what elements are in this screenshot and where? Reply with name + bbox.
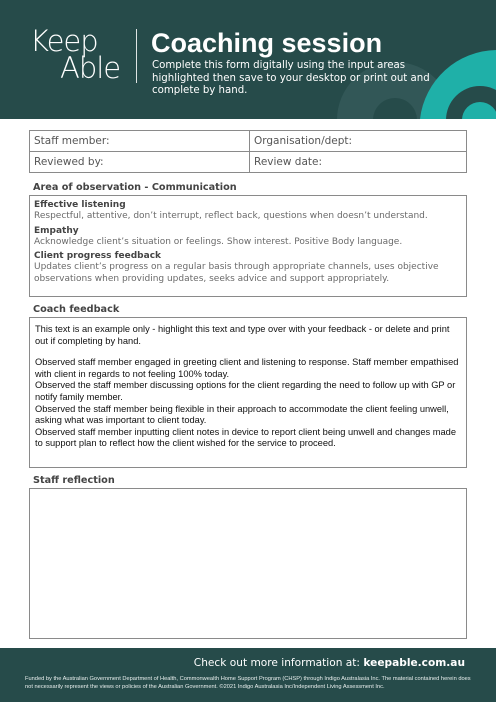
observation-heading: Effective listening xyxy=(34,200,126,210)
coach-feedback-label: Coach feedback xyxy=(33,304,120,315)
details-table xyxy=(29,130,467,173)
observation-item-listening xyxy=(34,200,462,223)
observation-text: Acknowledge client’s situation or feelings. Show interest. Positive Body language. xyxy=(34,236,403,247)
footer-banner xyxy=(0,648,496,702)
logo-text-able: Able xyxy=(60,51,121,85)
feedback-line: Observed the staff member being flexible in their approach to accommodate the client feeling unwell, asking what was important to client today. xyxy=(35,403,449,426)
footer-disclaimer: Funded by the Australian Government Department of Health, Commonwealth Home Support Program (CHSP) through Indigo Australasia Inc. The material contained herein does not necessarily represent the views or policies of the Australian Government. ©2021 Indigo Australasia Inc/Independent Living Assessment Inc. xyxy=(25,676,471,690)
header-banner xyxy=(0,0,496,119)
staff-reflection-input[interactable] xyxy=(29,488,467,639)
logo-text-keep: Keep xyxy=(30,24,98,58)
footer-cta xyxy=(194,657,465,669)
keepable-logo xyxy=(30,24,121,85)
feedback-line: Observed the staff member discussing options for the client regarding the need to follow up with GP or notify family member. xyxy=(35,380,456,402)
observation-heading: Empathy xyxy=(34,225,79,236)
observation-box xyxy=(29,195,467,297)
page-subtitle: Complete this form digitally using the input areas highlighted then save to your desktop or print out and complete by hand. xyxy=(152,60,430,96)
footer-cta-text: Check out more information at: xyxy=(193,657,361,669)
feedback-line: Observed staff member engaged in greeting client and listening to response. Staff member empathised with client in regards to not feeling 100% today. xyxy=(35,357,459,379)
reviewed-by-field[interactable]: Reviewed by: xyxy=(34,156,104,168)
observation-item-progress xyxy=(34,251,462,285)
coach-feedback-input[interactable] xyxy=(29,317,467,468)
feedback-intro: This text is an example only - highlight this text and type over with your feedback - or delete and print out if completing by hand. xyxy=(35,324,450,346)
observation-heading: Client progress feedback xyxy=(34,251,162,261)
review-date-field[interactable]: Review date: xyxy=(254,156,323,168)
observation-section-label: Area of observation - Communication xyxy=(33,182,237,193)
feedback-line: Observed staff member inputting client notes in device to report client being unwell and changes made to support plan to reflect how the client wished for the service to proceed. xyxy=(35,426,457,449)
observation-text: Updates client’s progress on a regular basis through appropriate channels, uses objective observations when providing updates, seeks advice and support appropriately. xyxy=(34,262,439,284)
header-divider xyxy=(136,29,137,83)
page-title: Coaching session xyxy=(151,28,383,58)
organisation-field[interactable]: Organisation/dept: xyxy=(254,135,353,147)
staff-member-field[interactable]: Staff member: xyxy=(34,135,110,147)
footer-website-link[interactable]: keepable.com.au xyxy=(363,657,465,669)
observation-text: Respectful, attentive, don’t interrupt, reflect back, questions when doesn’t understand. xyxy=(34,211,428,221)
staff-reflection-label: Staff reflection xyxy=(33,475,115,486)
observation-item-empathy xyxy=(34,226,462,249)
